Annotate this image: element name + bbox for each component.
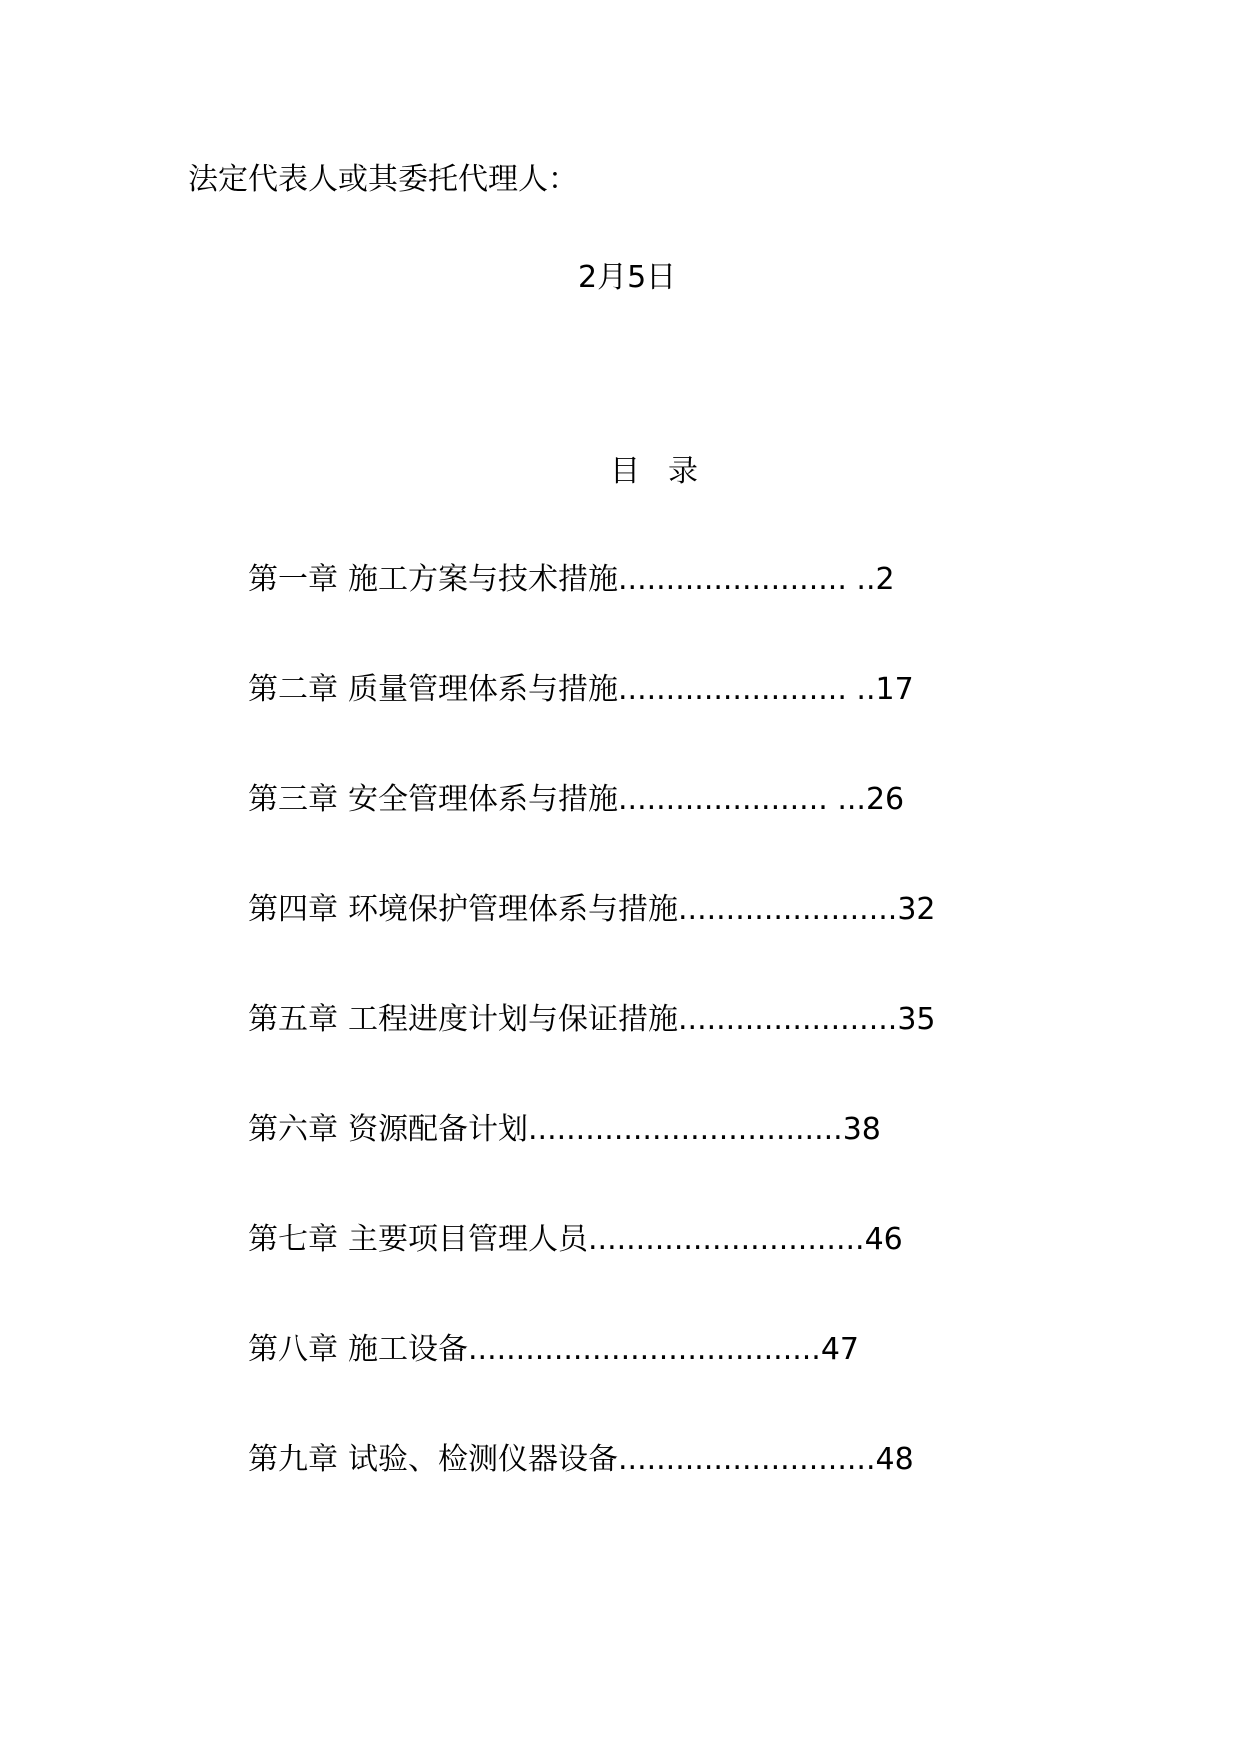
toc-chapter-title: 安全管理体系与措施	[348, 782, 618, 817]
toc-chapter-title: 质量管理体系与措施	[348, 672, 618, 707]
toc-dot-leader: .............................	[588, 1222, 865, 1257]
toc-chapter-number: 第七章	[248, 1222, 338, 1257]
toc-chapter-number: 第三章	[248, 782, 338, 817]
toc-chapter-title: 施工方案与技术措施	[348, 562, 618, 597]
toc-chapter-number: 第四章	[248, 892, 338, 927]
toc-page-number: 47	[820, 1332, 860, 1367]
toc-dot-leader: .................................	[528, 1112, 843, 1147]
toc-chapter-title: 试验、检测仪器设备	[348, 1442, 618, 1477]
toc-page-number: 32	[897, 892, 936, 927]
table-of-contents	[248, 560, 936, 1550]
toc-dot-leader: ........................ ..	[618, 562, 876, 597]
toc-dot-leader: ........................ ..	[618, 672, 876, 707]
toc-dot-leader: .......................	[678, 892, 898, 927]
toc-page-number: 46	[864, 1222, 903, 1257]
toc-chapter-title: 工程进度计划与保证措施	[348, 1002, 678, 1037]
toc-page-number: 2	[875, 562, 895, 597]
toc-page-number: 26	[865, 782, 905, 817]
toc-entry-chapter-2[interactable]	[248, 670, 936, 780]
toc-page-number: 48	[875, 1442, 914, 1477]
toc-page-number: 35	[897, 1002, 936, 1037]
toc-dot-leader: ...........................	[618, 1442, 876, 1477]
toc-chapter-title: 主要项目管理人员	[348, 1222, 588, 1257]
toc-title: 目录	[610, 454, 726, 489]
toc-chapter-number: 第六章	[248, 1112, 338, 1147]
toc-chapter-number: 第九章	[248, 1442, 338, 1477]
toc-entry-chapter-5[interactable]	[248, 1000, 936, 1110]
toc-chapter-title: 施工设备	[348, 1332, 468, 1367]
date-text: 2月5日	[578, 260, 677, 295]
toc-entry-chapter-8[interactable]	[248, 1330, 936, 1440]
toc-entry-chapter-6[interactable]	[248, 1110, 936, 1220]
signature-label: 法定代表人或其委托代理人：	[188, 162, 578, 197]
toc-entry-chapter-1[interactable]	[248, 560, 936, 670]
toc-chapter-number: 第八章	[248, 1332, 338, 1367]
toc-chapter-number: 第五章	[248, 1002, 338, 1037]
toc-page-number: 17	[875, 672, 914, 707]
toc-chapter-title: 环境保护管理体系与措施	[348, 892, 678, 927]
toc-page-number: 38	[842, 1112, 881, 1147]
toc-chapter-number: 第一章	[248, 562, 338, 597]
toc-entry-chapter-4[interactable]	[248, 890, 936, 1000]
toc-chapter-title: 资源配备计划	[348, 1112, 528, 1147]
toc-entry-chapter-3[interactable]	[248, 780, 936, 890]
toc-entry-chapter-9[interactable]	[248, 1440, 936, 1550]
toc-dot-leader: .....................................	[468, 1332, 821, 1367]
toc-dot-leader: ...................... ...	[618, 782, 866, 817]
toc-entry-chapter-7[interactable]	[248, 1220, 936, 1330]
toc-chapter-number: 第二章	[248, 672, 338, 707]
toc-dot-leader: .......................	[678, 1002, 898, 1037]
